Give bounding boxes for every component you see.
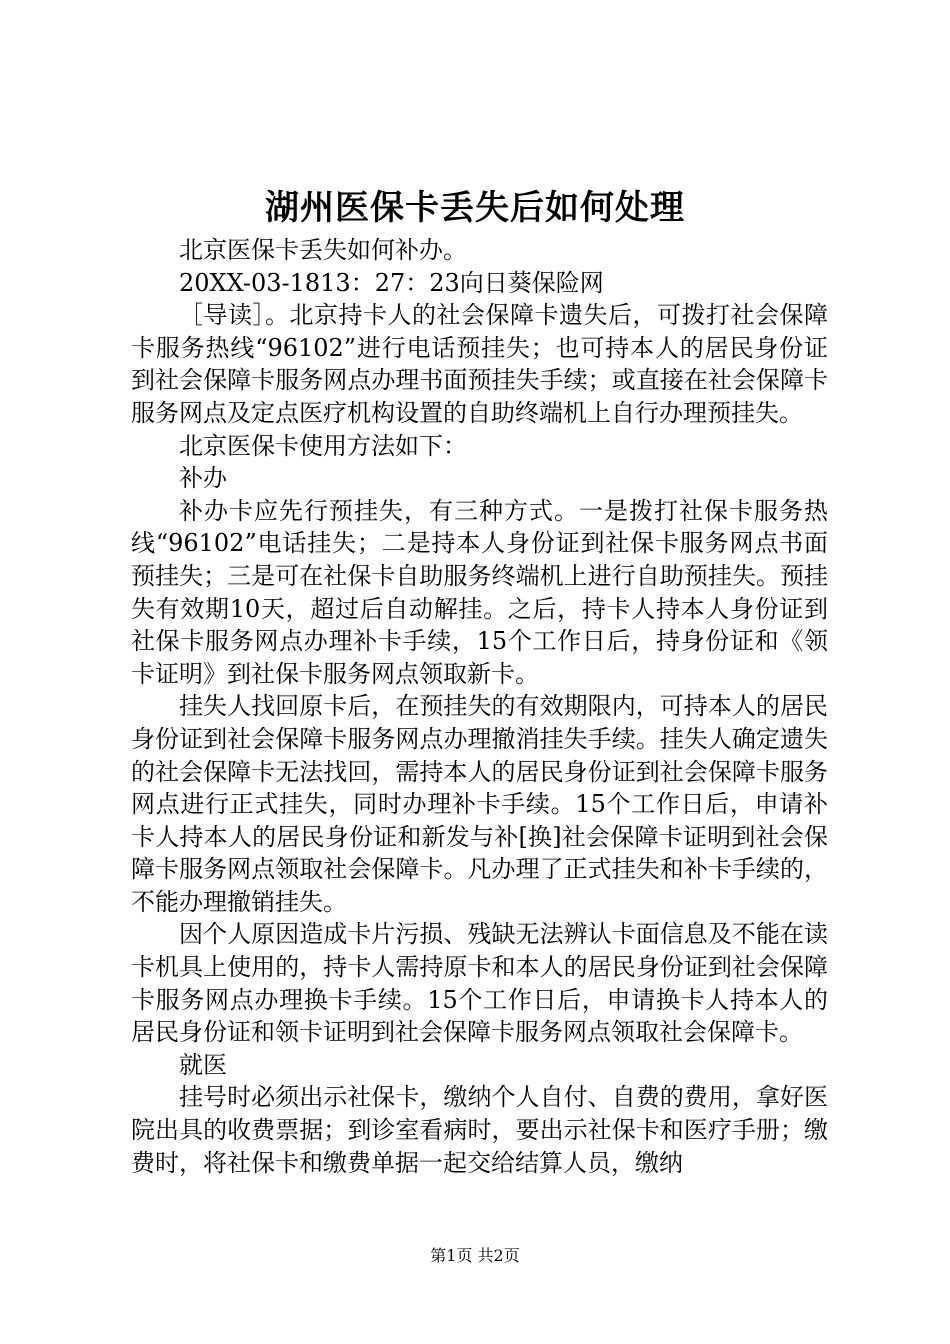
- document-title: 湖州医保卡丢失后如何处理: [265, 188, 685, 228]
- paragraph-reissue: 补办卡应先行预挂失，有三种方式。一是拨打社保卡服务热线“96102”电话挂失；二是持本人身份证到社保卡服务网点书面预挂失；三是可在社保卡自助服务终端机上进行自助预挂失。预挂失有效期10天，超过后自动解挂。之后，持卡人持本人身份证到社保卡服务网点办理补卡手续，15个工作日后，持身份证和《领卡证明》到社保卡服务网点领取新卡。: [131, 496, 828, 688]
- paragraph-medical: 挂号时必须出示社保卡，缴纳个人自付、自费的费用，拿好医院出具的收费票据；到诊室看病时，要出示社保卡和医疗手册；缴费时，将社保卡和缴费单据一起交给结算人员，缴纳: [131, 1083, 828, 1177]
- section-heading-reissue: 补办: [179, 464, 227, 493]
- paragraph-cancel-loss: 挂失人找回原卡后，在预挂失的有效期限内，可持本人的居民身份证到社会保障卡服务网点办理撤消挂失手续。挂失人确定遗失的社会保障卡无法找回，需持本人的居民身份证到社会保障卡服务网点进行正式挂失，同时办理补卡手续。15个工作日后，申请补卡人持本人的居民身份证和新发与补[换]社会保障卡证明到社会保障卡服务网点领取社会保障卡。凡办理了正式挂失和补卡手续的，不能办理撤销挂失。: [131, 692, 828, 916]
- paragraph-date-source: 20XX-03-1813：27：23向日葵保险网: [179, 268, 604, 297]
- paragraph-intro: ［导读］。北京持卡人的社会保障卡遗失后，可拨打社会保障卡服务热线“96102”进行电话预挂失；也可持本人的居民身份证到社会保障卡服务网点办理书面预挂失手续；或直接在社会保障卡服务网点及定点医疗机构设置的自助终端机上自行办理预挂失。: [131, 301, 828, 427]
- page-footer: 第1页 共2页: [430, 1246, 520, 1265]
- section-heading-medical: 就医: [179, 1050, 227, 1079]
- paragraph-card-replace: 因个人原因造成卡片污损、残缺无法辨认卡面信息及不能在读卡机具上使用的，持卡人需持原卡和本人的居民身份证到社会保障卡服务网点办理换卡手续。15个工作日后，申请换卡人持本人的居民身份证和领卡证明到社会保障卡服务网点领取社会保障卡。: [131, 920, 828, 1047]
- paragraph-usage-heading: 北京医保卡使用方法如下：: [179, 431, 467, 460]
- paragraph-subtitle: 北京医保卡丢失如何补办。: [179, 236, 467, 264]
- document-body: [131, 234, 828, 1179]
